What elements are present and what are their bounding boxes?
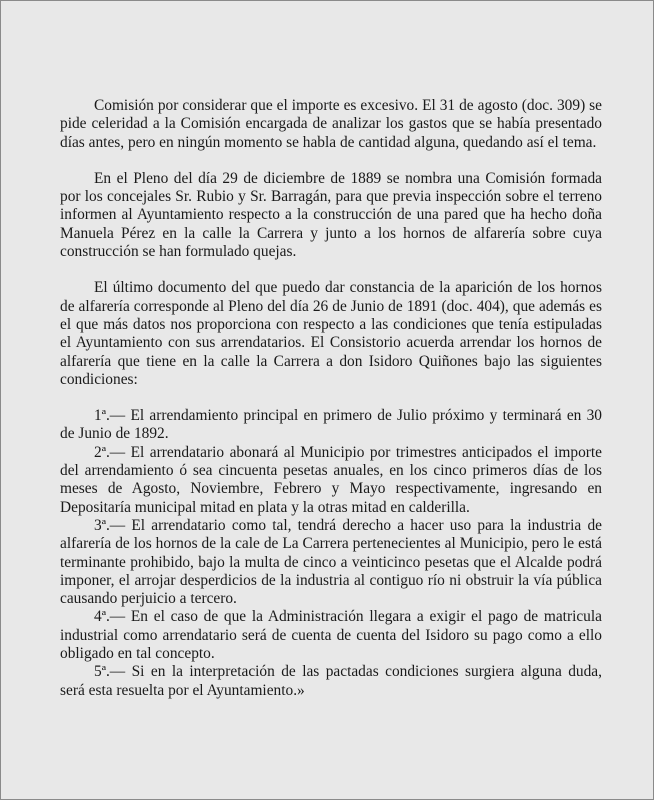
condition-item-5: 5ª.— Si en la interpretación de las pactadas condiciones surgiera alguna duda, será esta resuelta por el Ayuntamiento.» [60, 663, 602, 699]
paragraph-pleno-1889: En el Pleno del día 29 de diciembre de 1889 se nombra una Comisión formada por los concejales Sr. Rubio y Sr. Barragán, para que previa inspección sobre el terreno informen al Ayuntamiento respecto a la construcción de una pared que ha hecho doña Manuela Pérez en la calle la Carrera y junto a los hornos de alfarería sobre cuya construcción se han formulado quejas. [60, 169, 602, 261]
condition-item-3: 3ª.— El arrendatario como tal, tendrá derecho a hacer uso para la industria de alfarería de los hornos de la cale de La Carrera pertenecientes al Municipio, pero le está terminante prohibido, bajo la multa de cinco a veinticinco pesetas que el Alcalde podrá imponer, el arrojar desperdicios de la industria al contiguo río ni obstruir la vía pública causando perjuicio a tercero. [60, 516, 602, 608]
document-body [60, 97, 602, 700]
paragraph-commission-cost: Comisión por considerar que el importe es excesivo. El 31 de agosto (doc. 309) se pide celeridad a la Comisión encargada de analizar los gastos que se había presentado días antes, pero en ningún momento se habla de cantidad alguna, quedando así el tema. [60, 97, 602, 151]
condition-item-4: 4ª.— En el caso de que la Administración llegara a exigir el pago de matricula industrial como arrendatario será de cuenta de cuenta del Isidoro su pago como a ello obligado en tal concepto. [60, 608, 602, 663]
paragraph-pleno-1891: El último documento del que puedo dar constancia de la aparición de los hornos de alfarería corresponde al Pleno del día 26 de Junio de 1891 (doc. 404), que además es el que más datos nos proporciona con respecto a las condiciones que tenía estipuladas el Ayuntamiento con sus arrendatarios. El Consistorio acuerda arrendar los hornos de alfarería que tiene en la calle la Carrera a don Isidoro Quiñones bajo las siguientes condiciones: [60, 279, 602, 388]
condition-item-1: 1ª.— El arrendamiento principal en primero de Julio próximo y terminará en 30 de Junio de 1892. [60, 407, 602, 443]
condition-item-2: 2ª.— El arrendatario abonará al Municipio por trimestres anticipados el importe del arrendamiento ó sea cincuenta pesetas anuales, en los cinco primeros días de los meses de Agosto, Noviembre, Febrero y Mayo respectivamente, ingresando en Depositaría municipal mitad en plata y la otras mitad en calderilla. [60, 443, 602, 516]
